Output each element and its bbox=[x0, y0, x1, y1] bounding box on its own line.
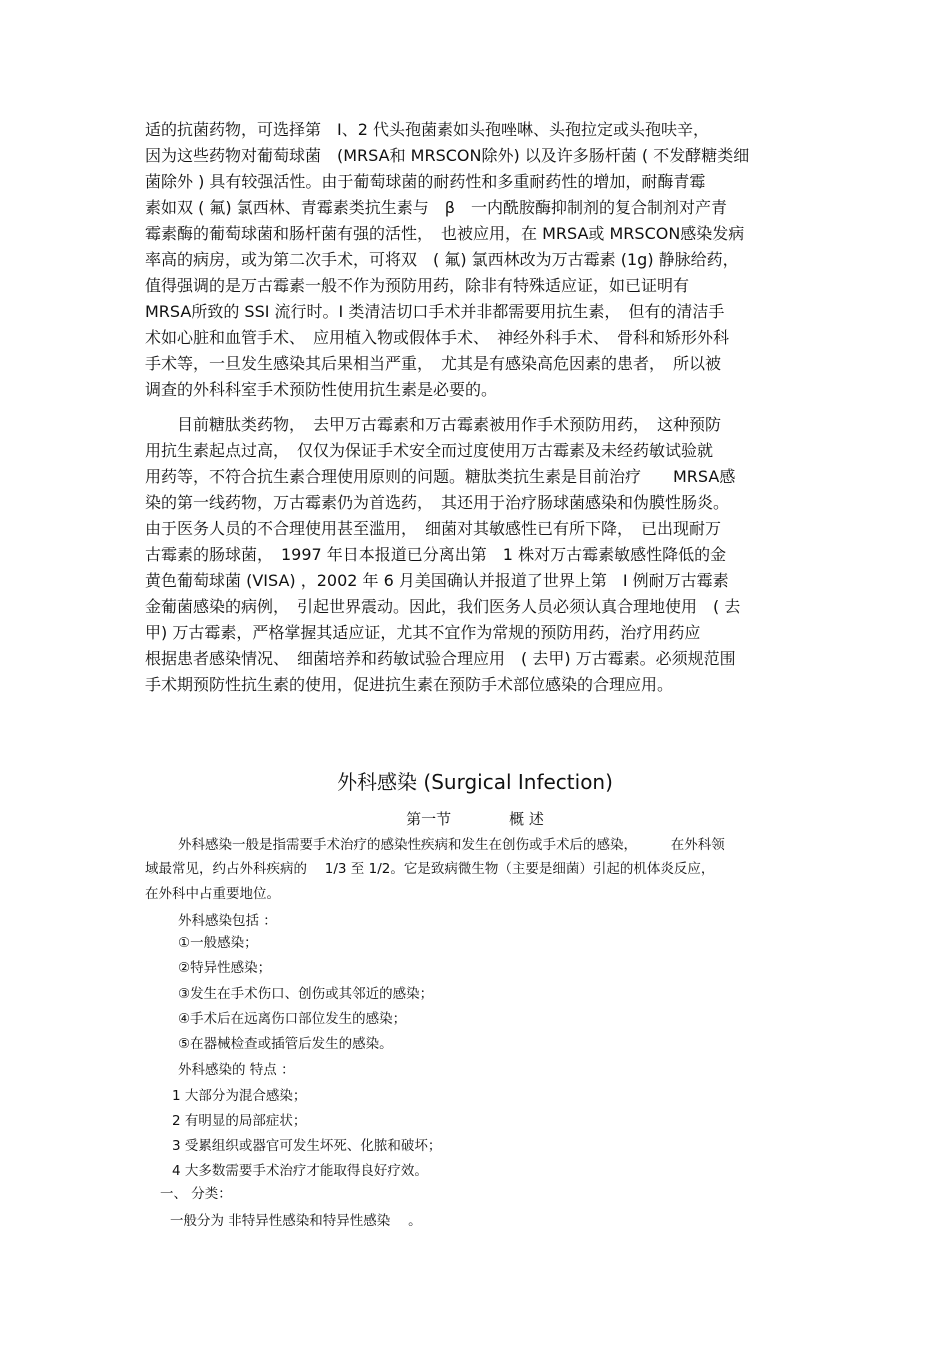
text-line: 由于医务人员的不合理使用甚至滥用， 细菌对其敏感性已有所下降， 已出现耐万 bbox=[145, 519, 722, 538]
text-line: 菌除外 ) 具有较强活性。由于葡萄球菌的耐药性和多重耐药性的增加，耐酶青霉 bbox=[145, 172, 706, 191]
list-item: 1 大部分为混合感染； bbox=[172, 1088, 307, 1104]
classification-text: 一般分为 非特异性感染和特异性感染 。 bbox=[170, 1213, 422, 1229]
section-heading bbox=[0, 807, 950, 831]
intro-line: 在外科中占重要地位。 bbox=[145, 886, 280, 902]
text-line: 调查的外科科室手术预防性使用抗生素是必要的。 bbox=[145, 380, 498, 399]
text-line: 术如心脏和血管手术、 应用植入物或假体手术、 神经外科手术、 骨科和矫形外科 bbox=[145, 328, 730, 347]
text-line: 因为这些药物对葡萄球菌 (MRSA和 MRSCON除外) 以及许多肠杆菌 ( 不发酵糖类细 bbox=[145, 146, 750, 165]
list-item: 3 受累组织或器官可发生坏死、化脓和破坏； bbox=[172, 1138, 442, 1154]
chapter-title: 外科感染 (Surgical Infection) bbox=[337, 770, 613, 794]
features-heading: 外科感染的 特点 ： bbox=[178, 1062, 295, 1078]
text-line: 值得强调的是万古霉素一般不作为预防用药，除非有特殊适应证，如已证明有 bbox=[145, 276, 690, 295]
text-line: 手术期预防性抗生素的使用，促进抗生素在预防手术部位感染的合理应用。 bbox=[145, 675, 674, 694]
text-line: 染的第一线药物，万古霉素仍为首选药， 其还用于治疗肠球菌感染和伪膜性肠炎。 bbox=[145, 493, 730, 512]
text-line: 古霉素的肠球菌， 1997 年日本报道已分离出第 1 株对万古霉素敏感性降低的金 bbox=[145, 545, 727, 564]
list-item: ③发生在手术伤口、创伤或其邻近的感染； bbox=[178, 986, 434, 1002]
list-item: ⑤在器械检查或插管后发生的感染。 bbox=[178, 1036, 393, 1052]
text-line: 金葡菌感染的病例， 引起世界震动。因此，我们医务人员必须认真合理地使用 ( 去 bbox=[145, 597, 741, 616]
section-name: 概 述 bbox=[509, 810, 544, 828]
classification-heading: 一、 分类： bbox=[160, 1186, 232, 1202]
text-line: 适的抗菌药物，可选择第 Ⅰ、2 代头孢菌素如头孢唑啉、头孢拉定或头孢呋辛， bbox=[145, 120, 709, 139]
intro-line: 外科感染一般是指需要手术治疗的感染性疾病和发生在创伤或手术后的感染， 在外科领 bbox=[178, 837, 725, 853]
text-line: 手术等，一旦发生感染其后果相当严重， 尤其是有感染高危因素的患者， 所以被 bbox=[145, 354, 722, 373]
text-line: 黄色葡萄球菌 (VISA) ，2002 年 6 月美国确认并报道了世界上第 Ⅰ 例耐万古霉素 bbox=[145, 571, 729, 590]
text-line: 素如双 ( 氟) 氯西林、青霉素类抗生素与 β 一内酰胺酶抑制剂的复合制剂对产青 bbox=[145, 198, 727, 217]
section-number: 第一节 bbox=[406, 810, 452, 828]
paragraph-antibiotic-selection bbox=[145, 117, 810, 403]
list-item: ②特异性感染； bbox=[178, 960, 272, 976]
list-item: 2 有明显的局部症状； bbox=[172, 1113, 307, 1129]
includes-heading: 外科感染包括 ： bbox=[178, 913, 277, 929]
text-line: 霉素酶的葡萄球菌和肠杆菌有强的活性， 也被应用，在 MRSA或 MRSCON感染发病 bbox=[145, 224, 745, 243]
list-item: ④手术后在远离伤口部位发生的感染； bbox=[178, 1011, 407, 1027]
text-line: 率高的病房，或为第二次手术，可将双 ( 氟) 氯西林改为万古霉素 (1g) 静脉给药， bbox=[145, 250, 739, 269]
list-item: 4 大多数需要手术治疗才能取得良好疗效。 bbox=[172, 1163, 428, 1179]
paragraph-glycopeptides bbox=[145, 412, 810, 698]
text-line: MRSA所致的 SSI 流行时。Ⅰ 类清洁切口手术并非都需要用抗生素， 但有的清洁手 bbox=[145, 302, 725, 321]
text-line: 用药等，不符合抗生素合理使用原则的问题。糖肽类抗生素是目前治疗 MRSA感 bbox=[145, 467, 736, 486]
text-line: 用抗生素起点过高， 仅仅为保证手术安全而过度使用万古霉素及未经药敏试验就 bbox=[145, 441, 714, 460]
text-line: 目前糖肽类药物， 去甲万古霉素和万古霉素被用作手术预防用药， 这种预防 bbox=[145, 415, 722, 434]
list-item: ①一般感染； bbox=[178, 935, 258, 951]
intro-line: 域最常见，约占外科疾病的 1/3 至 1/2。它是致病微生物（主要是细菌）引起的机体炎反应， bbox=[145, 861, 715, 877]
text-line: 根据患者感染情况、 细菌培养和药敏试验合理应用 ( 去甲) 万古霉素。必须规范围 bbox=[145, 649, 736, 668]
text-line: 甲) 万古霉素，严格掌握其适应证，尤其不宜作为常规的预防用药，治疗用药应 bbox=[145, 623, 701, 642]
